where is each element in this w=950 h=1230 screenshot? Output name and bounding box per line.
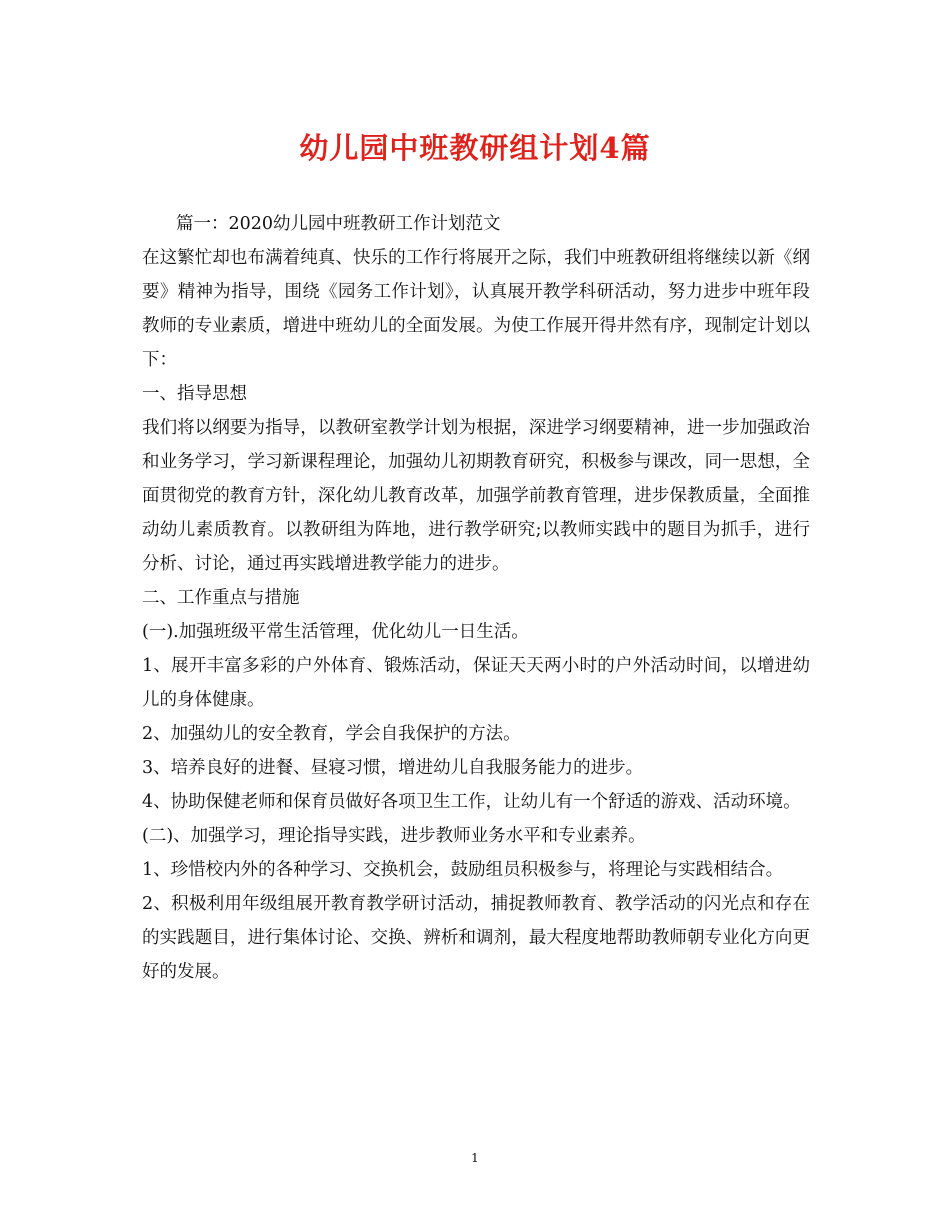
paragraph: 我们将以纲要为指导，以教研室教学计划为根据，深进学习纲要精神，进一步加强政治和业务学习，学习新课程理论，加强幼儿初期教育研究，积极参与课改，同一思想，全面贯彻党的教育方针，深化幼儿教育改革，加强学前教育管理，进步保教质量，全面推动幼儿素质教育。以教研组为阵地，进行教学研究;以教师实践中的题目为抓手，进行分析、讨论，通过再实践增进教学能力的进步。 [142,418,810,574]
list-item: 4、协助保健老师和保育员做好各项卫生工作，让幼儿有一个舒适的游戏、活动环境。 [142,792,801,812]
paragraph: 在这繁忙却也布满着纯真、快乐的工作行将展开之际，我们中班教研组将继续以新《纲要》精神为指导，围绕《园务工作计划》，认真展开教学科研活动，努力进步中班年段教师的专业素质，增进中班幼儿的全面发展。为使工作展开得井然有序，现制定计划以下： [142,248,810,370]
section-heading: 一、指导思想 [142,384,247,404]
list-item: 3、培养良好的进餐、昼寝习惯，增进幼儿自我服务能力的进步。 [142,758,644,778]
document-body [142,207,810,989]
subsection-heading: (二)、加强学习，理论指导实践，进步教师业务水平和专业素养。 [142,826,646,846]
section-heading: 二、工作重点与措施 [142,588,300,608]
list-item: 2、加强幼儿的安全教育，学会自我保护的方法。 [142,724,521,744]
section-heading: 篇一：2020幼儿园中班教研工作计划范文 [176,214,501,234]
subsection-heading: (一).加强班级平常生活管理，优化幼儿一日生活。 [142,622,529,642]
document-title: 幼儿园中班教研组计划4篇 [299,131,651,165]
list-item: 1、珍惜校内外的各种学习、交换机会，鼓励组员积极参与，将理论与实践相结合。 [142,860,784,880]
list-item: 2、积极利用年级组展开教育教学研讨活动，捕捉教师教育、教学活动的闪光点和存在的实践题目，进行集体讨论、交换、辨析和调剂，最大程度地帮助教师朝专业化方向更好的发展。 [142,894,810,982]
page-number: 1 [471,1151,479,1165]
list-item: 1、展开丰富多彩的户外体育、锻炼活动，保证天天两小时的户外活动时间，以增进幼儿的身体健康。 [142,656,810,710]
